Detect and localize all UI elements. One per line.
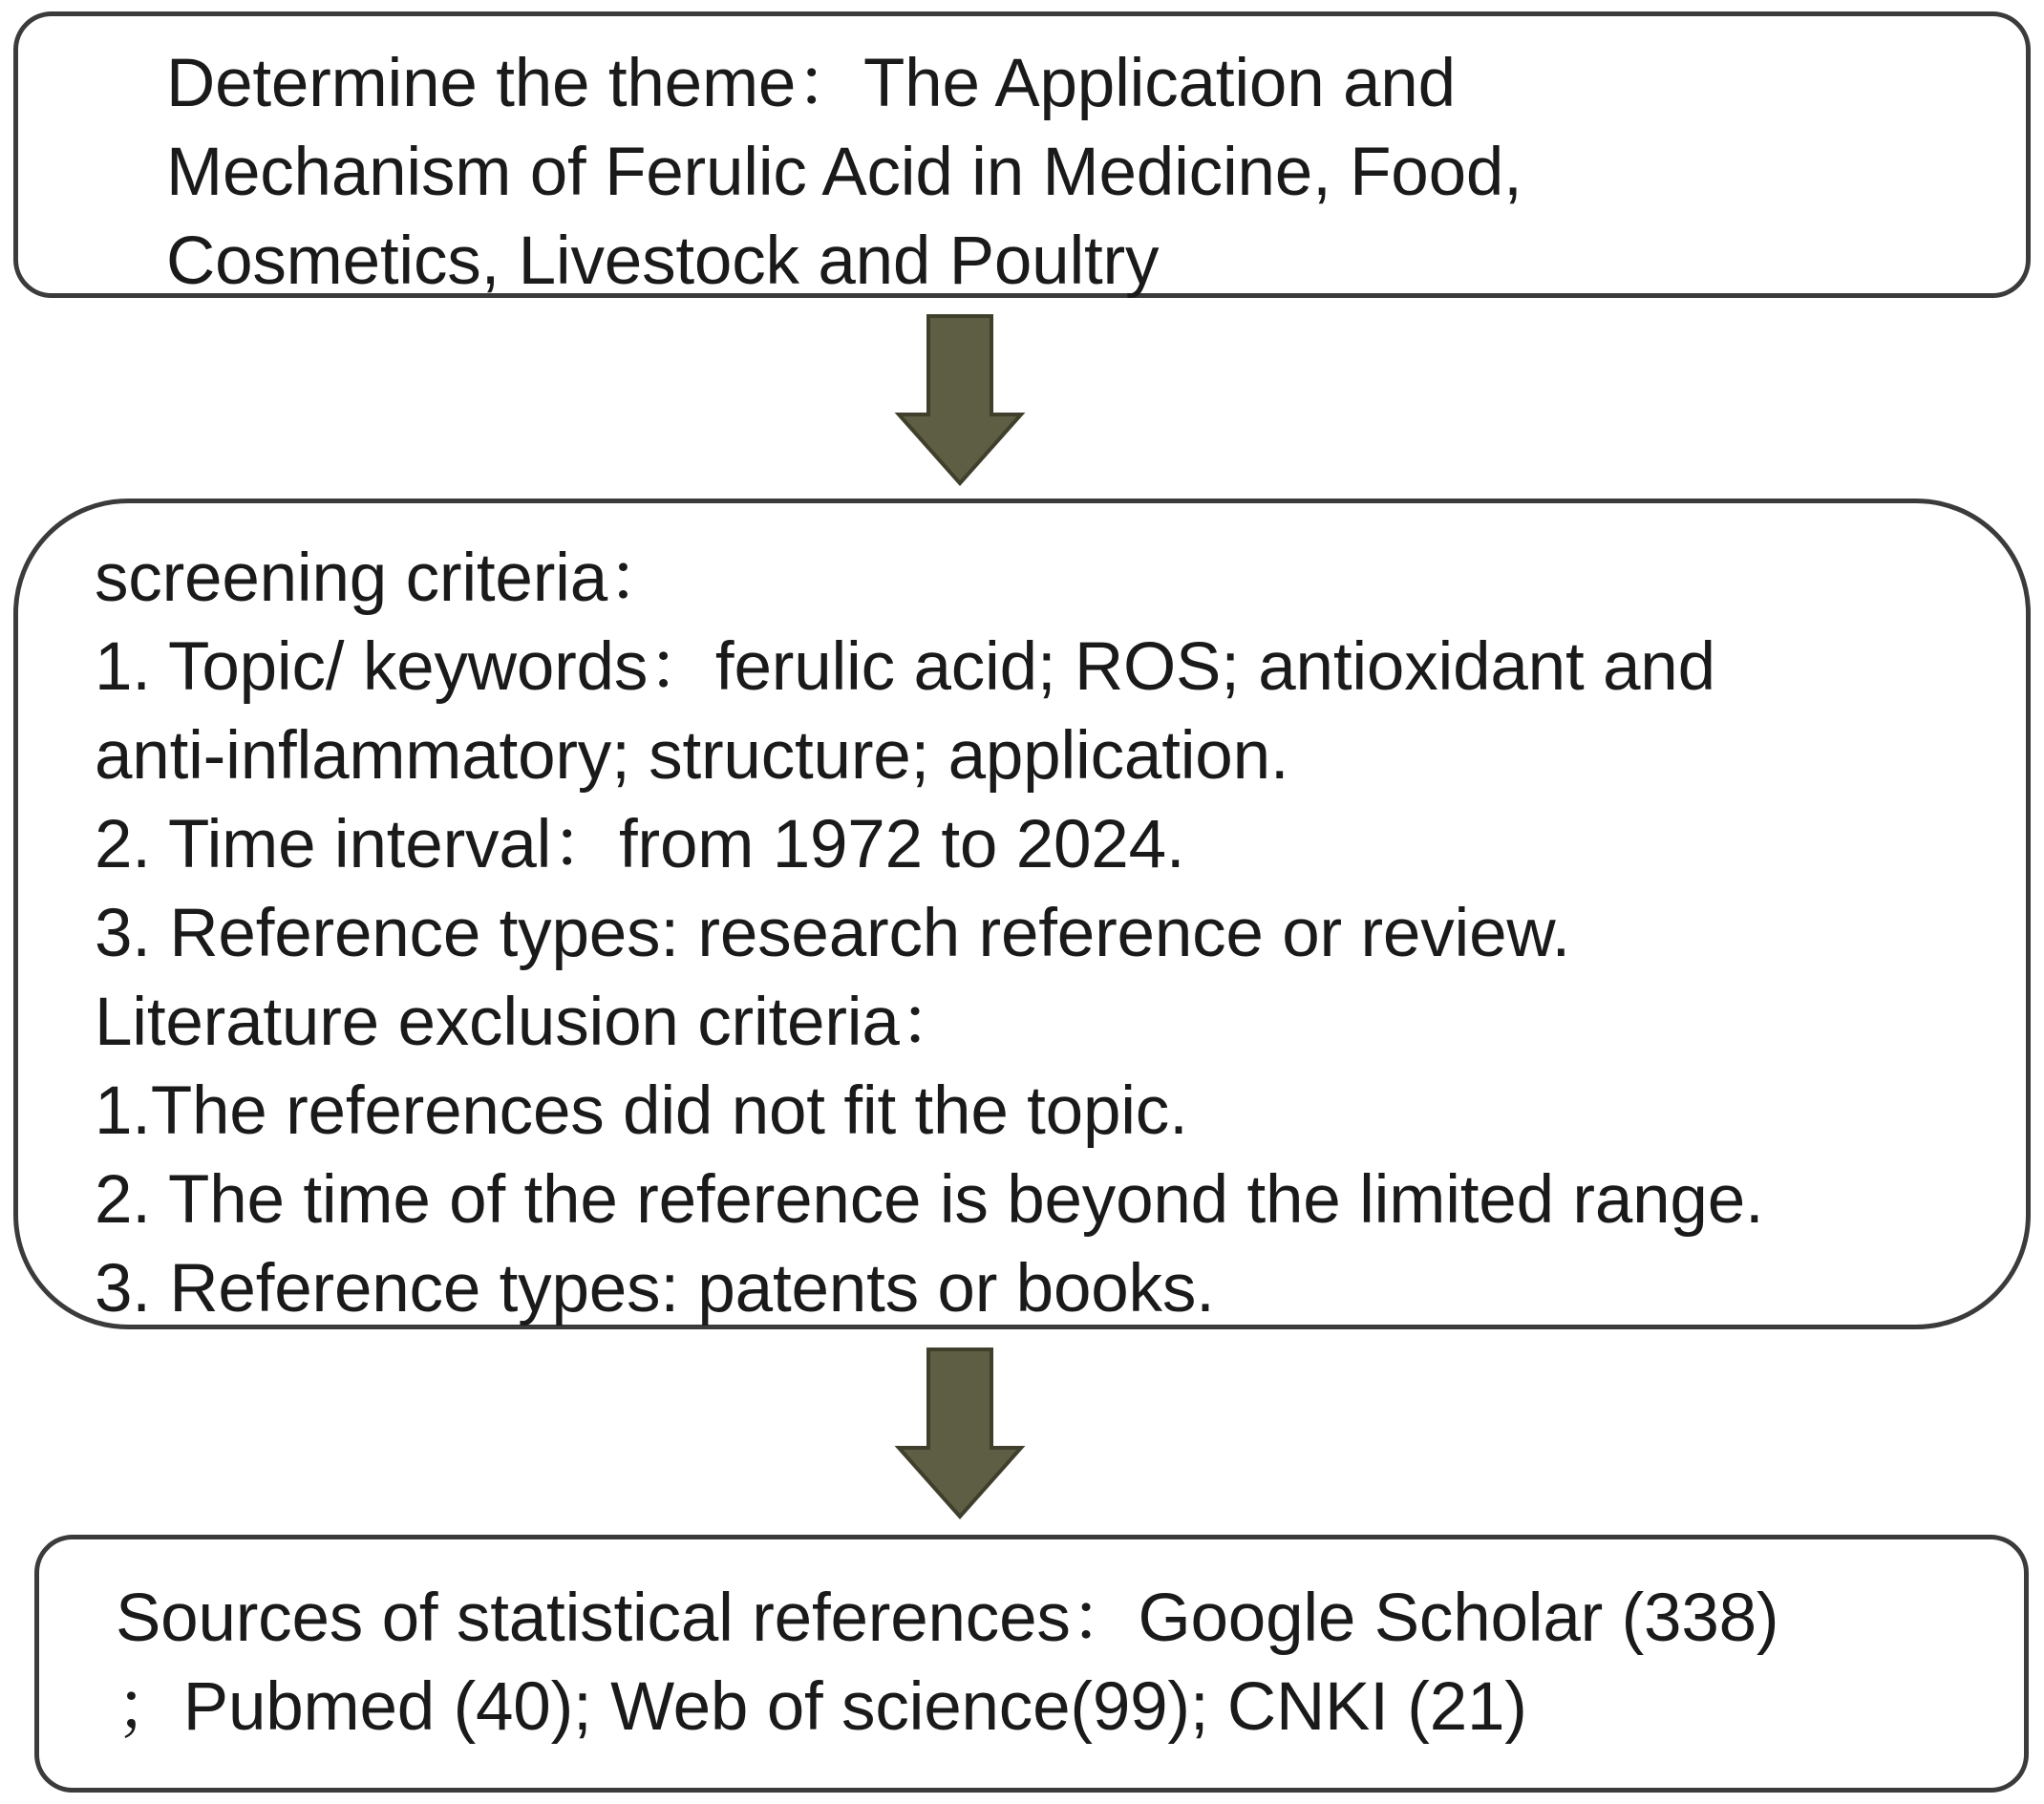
exclusion-line: 1.The references did not fit the topic.	[95, 1073, 1188, 1149]
criteria-line: 3. Reference types: research reference or review.	[95, 896, 1571, 971]
theme-text	[166, 39, 1522, 306]
exclusion-line: 2. The time of the reference is beyond the limited range.	[95, 1162, 1764, 1238]
down-arrow-shape	[899, 316, 1021, 483]
down-arrow-icon	[893, 1347, 1027, 1520]
criteria-text	[95, 534, 1764, 1333]
sources-box	[34, 1535, 2029, 1793]
theme-line: Mechanism of Ferulic Acid in Medicine, Food,	[166, 135, 1522, 210]
sources-text	[116, 1574, 1778, 1751]
criteria-line: 2. Time interval：from 1972 to 2024.	[95, 807, 1185, 882]
criteria-line: 1. Topic/ keywords：ferulic acid; ROS; antioxidant and	[95, 629, 1715, 705]
sources-line: Sources of statistical references：Google Scholar (338)	[116, 1581, 1779, 1656]
criteria-heading: screening criteria：	[95, 541, 675, 616]
theme-line: Cosmetics, Livestock and Poultry	[166, 223, 1160, 299]
exclusion-heading: Literature exclusion criteria：	[95, 985, 968, 1060]
theme-line: Determine the theme：The Application and	[166, 46, 1456, 121]
criteria-box	[13, 499, 2031, 1329]
sources-line: ；Pubmed (40); Web of science(99); CNKI (21)	[116, 1669, 1527, 1745]
criteria-line: anti-inflammatory; structure; application.	[95, 718, 1289, 794]
down-arrow-shape	[899, 1349, 1021, 1517]
exclusion-line: 3. Reference types: patents or books.	[95, 1251, 1215, 1326]
down-arrow-icon	[893, 313, 1027, 487]
theme-box	[13, 11, 2031, 298]
